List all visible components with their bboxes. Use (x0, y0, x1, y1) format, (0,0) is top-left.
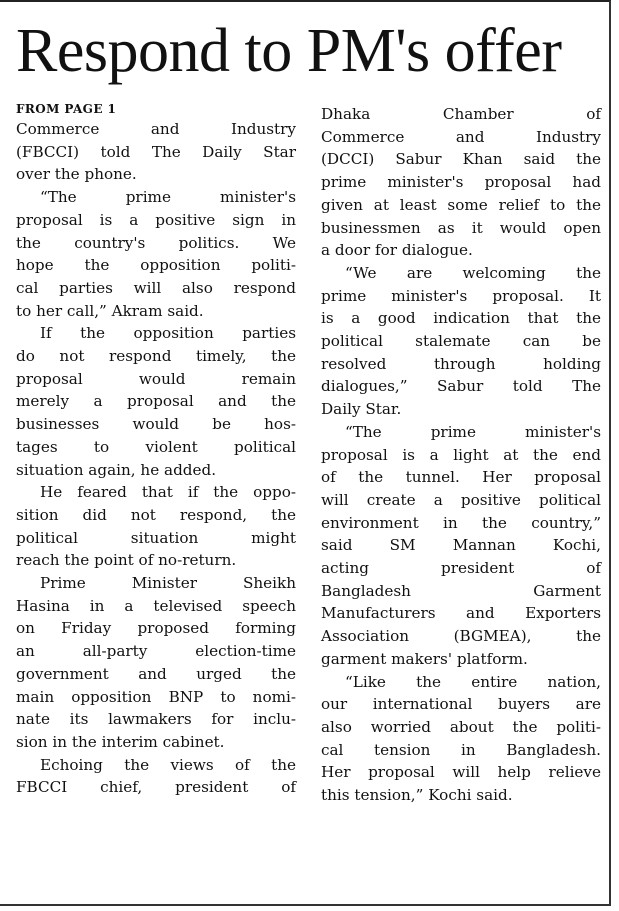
text-line: proposal would remain (16, 369, 296, 388)
text-line: given at least some relief to the (321, 195, 601, 214)
text-line: cal parties will also respond (16, 278, 296, 297)
text-line: is a good indication that the (321, 309, 601, 328)
text-line: FBCCI chief, president of (16, 778, 296, 797)
text-line: “Like the entire nation, (345, 672, 601, 691)
text-line: resolved through holding (321, 354, 601, 373)
text-line: on Friday proposed forming (16, 619, 296, 638)
text-line: of the tunnel. Her proposal (321, 468, 601, 487)
text-line: proposal is a positive sign in (16, 210, 296, 229)
text-line: Commerce and Industry (321, 127, 601, 146)
text-line: hope the opposition politi- (16, 256, 296, 275)
text-line: tages to violent political (16, 437, 296, 456)
text-line: sion in the interim cabinet. (16, 732, 225, 751)
text-line: to her call,” Akram said. (16, 301, 204, 320)
text-line: a door for dialogue. (321, 241, 473, 260)
text-line: “The prime minister's (40, 188, 296, 207)
text-line: He feared that if the oppo- (40, 483, 296, 502)
text-line: proposal is a light at the end (321, 445, 601, 464)
text-line: Echoing the views of the (40, 755, 296, 774)
text-line: Commerce and Industry (16, 120, 296, 138)
text-line: acting president of (321, 559, 601, 578)
text-line: prime minister's proposal had (321, 173, 601, 192)
text-line: cal tension in Bangladesh. (321, 740, 601, 759)
text-line: our international buyers are (321, 695, 601, 714)
text-line: do not respond timely, the (16, 347, 296, 366)
text-line: sition did not respond, the (16, 505, 296, 524)
text-line: environment in the country,” (321, 513, 601, 532)
text-line: Her proposal will help relieve (321, 763, 601, 782)
text-line: (FBCCI) told The Daily Star (16, 142, 296, 161)
text-line: also worried about the politi- (321, 717, 601, 736)
text-line: “The prime minister's (345, 422, 601, 441)
text-line: Daily Star. (321, 400, 402, 419)
text-line: political situation might (16, 528, 296, 547)
text-line: Dhaka Chamber of (321, 105, 601, 123)
text-line: Manufacturers and Exporters (321, 604, 601, 623)
text-line: will create a positive political (321, 490, 601, 509)
text-line: nate its lawmakers for inclu- (16, 710, 296, 729)
from-page-label: FROM PAGE 1 (16, 102, 117, 116)
text-line: the country's politics. We (16, 233, 296, 252)
text-line: reach the point of no-return. (16, 551, 237, 570)
text-line: main opposition BNP to nomi- (16, 687, 296, 706)
text-line: Bangladesh Garment (321, 581, 601, 600)
text-line: said SM Mannan Kochi, (321, 536, 601, 555)
text-line: this tension,” Kochi said. (321, 786, 513, 805)
text-line: Prime Minister Sheikh (40, 574, 296, 593)
column-right-body (321, 103, 601, 807)
text-line: prime minister's proposal. It (321, 286, 601, 305)
text-line: over the phone. (16, 165, 137, 184)
text-line: merely a proposal and the (16, 392, 296, 411)
headline: Respond to PM's offer (16, 17, 562, 85)
text-line: Association (BGMEA), the (321, 627, 601, 646)
text-line: government and urged the (16, 664, 296, 683)
text-line: businesses would be hos- (16, 415, 296, 434)
text-line: Hasina in a televised speech (16, 596, 296, 615)
text-line: (DCCI) Sabur Khan said the (321, 150, 601, 169)
text-line: If the opposition parties (40, 324, 296, 343)
text-line: businessmen as it would open (321, 218, 601, 237)
text-line: “We are welcoming the (345, 263, 601, 282)
text-line: garment makers' platform. (321, 649, 528, 668)
text-line: dialogues,” Sabur told The (321, 377, 601, 396)
text-line: situation again, he added. (16, 460, 217, 479)
column-right (321, 103, 601, 807)
text-line: political stalemate can be (321, 332, 601, 351)
column-left-body (16, 118, 296, 799)
text-line: an all-party election-time (16, 642, 296, 661)
column-left (16, 100, 296, 799)
